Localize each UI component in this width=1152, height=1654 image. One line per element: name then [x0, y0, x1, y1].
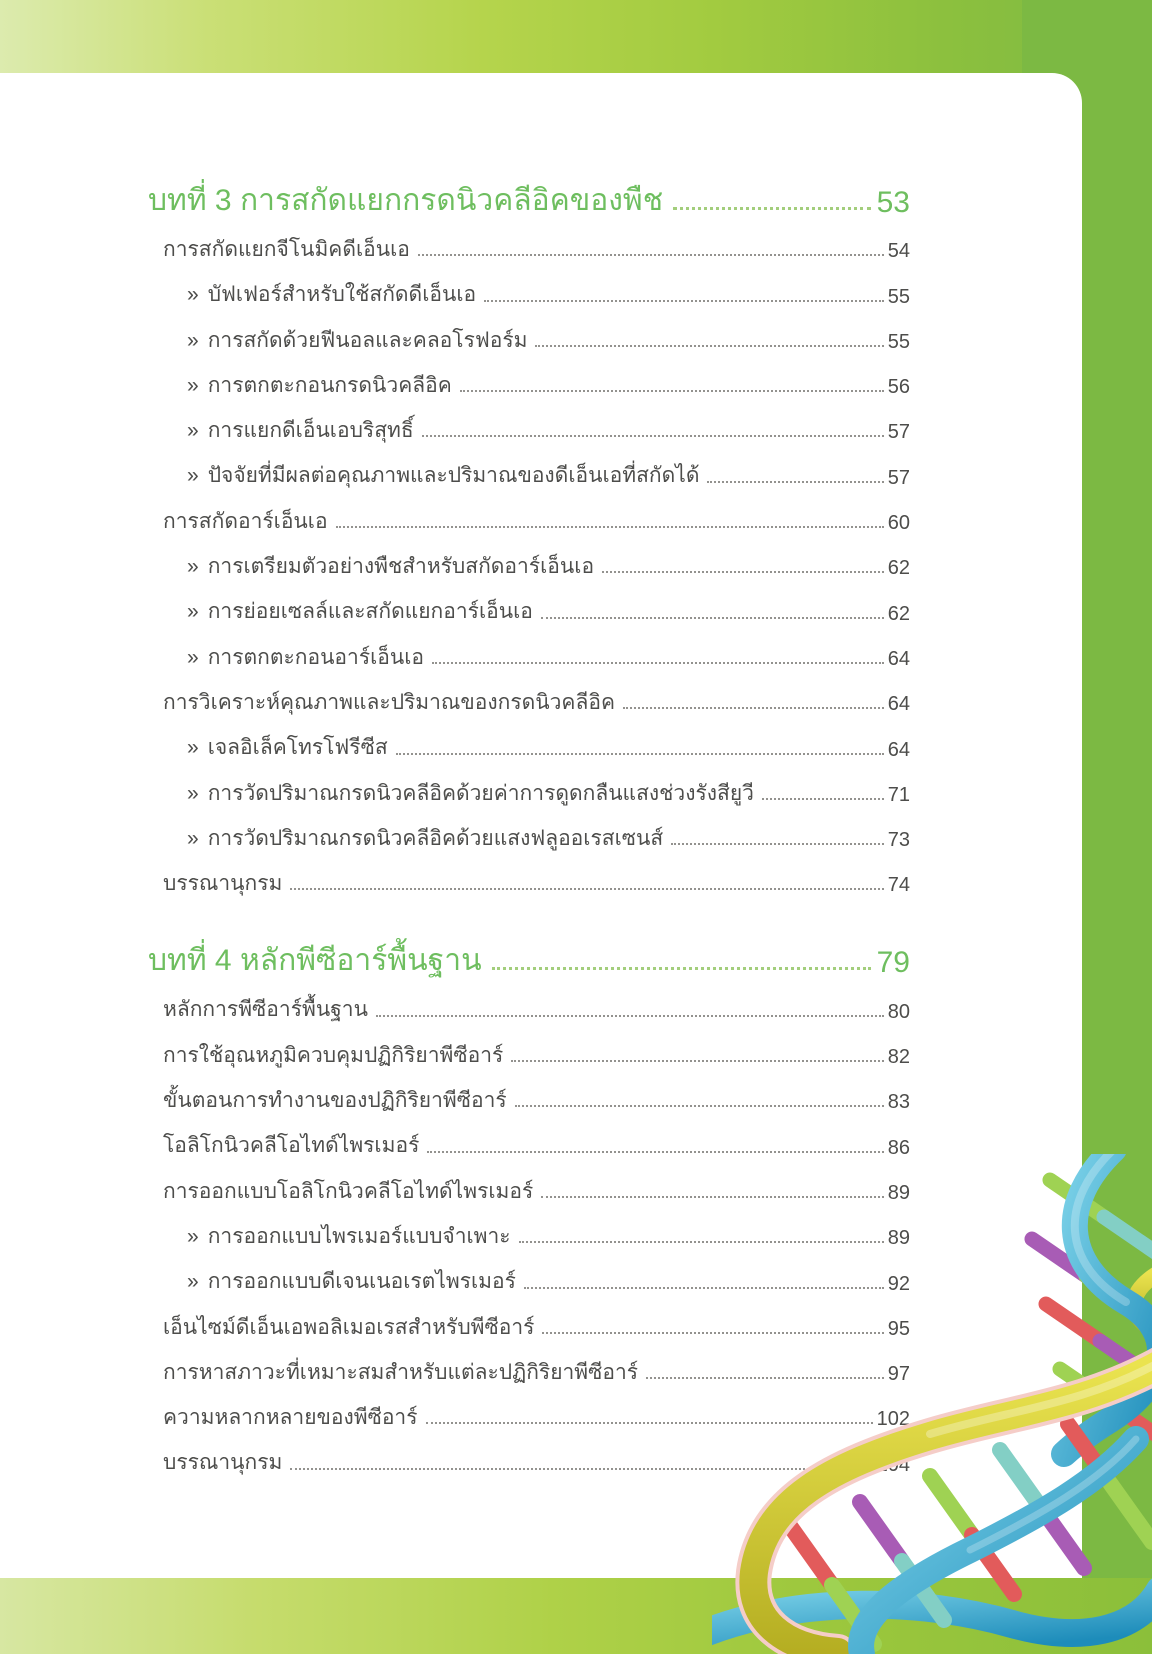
dotted-leader — [671, 843, 884, 845]
toc-entry — [148, 1029, 910, 1074]
toc-entry-page-number: 83 — [887, 1091, 910, 1114]
toc-entry — [148, 857, 910, 902]
dotted-leader — [511, 1060, 883, 1062]
dotted-leader — [396, 753, 884, 755]
dotted-leader — [432, 662, 884, 664]
dotted-leader — [290, 888, 883, 890]
toc-entry-page-number: 64 — [887, 738, 910, 761]
dna-double-helix-illustration — [712, 1154, 1152, 1654]
chapter-heading — [148, 177, 910, 223]
toc-entry-label: การสกัดด้วยฟีนอลและคลอโรฟอร์ม — [207, 328, 528, 352]
toc-entry — [148, 585, 910, 630]
toc-entry — [148, 1074, 910, 1119]
sub-entry-bullet: » — [187, 826, 199, 850]
toc-entry-page-number: 80 — [887, 1000, 910, 1023]
dotted-leader — [492, 967, 871, 970]
toc-entry-page-number: 64 — [887, 693, 910, 716]
toc-entry — [148, 495, 910, 540]
toc-entry-page-number: 92 — [887, 1272, 910, 1295]
toc-entry-page-number: 71 — [887, 783, 910, 806]
toc-entry-label: เจลอิเล็คโทรโฟรีซีส — [207, 736, 388, 760]
toc-entry-label: เอ็นไซม์ดีเอ็นเอพอลิเมอเรสสำหรับพีซีอาร์ — [163, 1315, 535, 1339]
toc-entry-page-number: 89 — [887, 1181, 910, 1204]
toc-entry — [148, 314, 910, 359]
sub-entry-bullet: » — [187, 283, 199, 307]
toc-entry — [148, 983, 910, 1028]
dotted-leader — [515, 1105, 884, 1107]
toc-entry-label: การตกตะกอนอาร์เอ็นเอ — [207, 645, 425, 669]
toc-entry-label: การแยกดีเอ็นเอบริสุทธิ์ — [207, 419, 414, 443]
sub-entry-bullet: » — [187, 645, 199, 669]
toc-entry-page-number: 102 — [876, 1408, 910, 1431]
sub-entry-bullet: » — [187, 555, 199, 579]
dotted-leader — [422, 435, 884, 437]
toc-entry — [148, 449, 910, 494]
toc-entry-label: การตกตะกอนกรดนิวคลีอิค — [207, 373, 452, 397]
chapter-title: บทที่ 3 การสกัดแยกกรดนิวคลีอิคของพืช — [148, 184, 664, 217]
toc-entry-label: การสกัดอาร์เอ็นเอ — [163, 509, 328, 533]
toc-entry-label: การออกแบบไพรเมอร์แบบจำเพาะ — [207, 1224, 511, 1248]
toc-entry-label: การหาสภาวะที่เหมาะสมสำหรับแต่ละปฏิกิริยาพีซีอาร์ — [163, 1360, 639, 1384]
dotted-leader — [336, 526, 884, 528]
toc-entry-label: ขั้นตอนการทำงานของปฏิกิริยาพีซีอาร์ — [163, 1089, 507, 1113]
toc-entry-page-number: 57 — [887, 466, 910, 489]
toc-entry — [148, 359, 910, 404]
toc-entry-page-number: 82 — [887, 1046, 910, 1069]
dotted-leader — [602, 571, 884, 573]
lower-helix — [712, 1362, 1152, 1654]
toc-entry-page-number: 89 — [887, 1227, 910, 1250]
toc-entry — [148, 404, 910, 449]
dotted-leader — [535, 345, 883, 347]
toc-entry-page-number: 60 — [887, 512, 910, 535]
dotted-leader — [707, 481, 883, 483]
dotted-leader — [427, 1151, 883, 1153]
toc-entry-page-number: 104 — [876, 1453, 910, 1476]
toc-entry-label: บรรณานุกรม — [163, 872, 283, 896]
dotted-leader — [460, 390, 884, 392]
toc-entry-label: การวัดปริมาณกรดนิวคลีอิคด้วยค่าการดูดกลืนแสงช่วงรังสียูวี — [207, 781, 754, 805]
chapter-page-number: 53 — [876, 186, 910, 219]
chapter-page-number: 79 — [876, 946, 910, 980]
toc-entry-page-number: 57 — [887, 421, 910, 444]
toc-entry-label: ความหลากหลายของพีซีอาร์ — [163, 1406, 418, 1430]
toc-entry — [148, 540, 910, 585]
chapter-heading — [148, 937, 910, 983]
toc-entry — [148, 767, 910, 812]
sub-entry-bullet: » — [187, 464, 199, 488]
toc-entry-page-number: 62 — [887, 602, 910, 625]
toc-entry-label: การเตรียมตัวอย่างพืชสำหรับสกัดอาร์เอ็นเอ — [207, 555, 595, 579]
toc-entry-page-number: 55 — [887, 285, 910, 308]
dotted-leader — [623, 707, 884, 709]
toc-entry — [148, 812, 910, 857]
dotted-leader — [484, 300, 884, 302]
sub-entry-bullet: » — [187, 373, 199, 397]
toc-entry-page-number: 95 — [887, 1317, 910, 1340]
dotted-leader — [541, 617, 884, 619]
sub-entry-bullet: » — [187, 600, 199, 624]
toc-entry-page-number: 54 — [887, 240, 910, 263]
toc-entry-label: การออกแบบโอลิโกนิวคลีโอไทด์ไพรเมอร์ — [163, 1179, 534, 1203]
top-green-band — [0, 0, 1152, 73]
sub-entry-bullet: » — [187, 419, 199, 443]
toc-entry-page-number: 64 — [887, 647, 910, 670]
toc-entry-page-number: 73 — [887, 829, 910, 852]
toc-entry-label: บัฟเฟอร์สำหรับใช้สกัดดีเอ็นเอ — [207, 283, 477, 307]
toc-entry-label: โอลิโกนิวคลีโอไทด์ไพรเมอร์ — [163, 1134, 420, 1158]
chapter-title: บทที่ 4 หลักพีซีอาร์พื้นฐาน — [148, 944, 482, 978]
dotted-leader — [418, 254, 884, 256]
toc-entry-label: การสกัดแยกจีโนมิคดีเอ็นเอ — [163, 238, 410, 261]
sub-entry-bullet: » — [187, 781, 199, 805]
toc-entry — [148, 721, 910, 766]
sub-entry-bullet: » — [187, 1270, 199, 1294]
toc-entry — [148, 268, 910, 313]
toc-entry-label: การใช้อุณหภูมิควบคุมปฏิกิริยาพีซีอาร์ — [163, 1043, 504, 1067]
toc-entry-label: บรรณานุกรม — [163, 1451, 283, 1475]
toc-entry-label: การย่อยเซลล์และสกัดแยกอาร์เอ็นเอ — [207, 600, 533, 624]
chapter-block — [148, 177, 910, 902]
toc-entry-page-number: 97 — [887, 1363, 910, 1386]
toc-entry-page-number: 62 — [887, 557, 910, 580]
toc-entry-page-number: 86 — [887, 1136, 910, 1159]
toc-entry-label: หลักการพีซีอาร์พื้นฐาน — [163, 998, 368, 1022]
toc-entry — [148, 631, 910, 676]
toc-entry-label: การวัดปริมาณกรดนิวคลีอิคด้วยแสงฟลูออเรสเซนส์ — [207, 826, 664, 850]
sub-entry-bullet: » — [187, 736, 199, 760]
toc-entry-page-number: 56 — [887, 376, 910, 399]
dotted-leader — [762, 798, 884, 800]
toc-entry — [148, 223, 910, 268]
sub-entry-bullet: » — [187, 1224, 199, 1248]
toc-entry-label: ปัจจัยที่มีผลต่อคุณภาพและปริมาณของดีเอ็นเอที่สกัดได้ — [207, 464, 700, 488]
toc-entry-label: การวิเคราะห์คุณภาพและปริมาณของกรดนิวคลีอิค — [163, 690, 615, 714]
sub-entry-bullet: » — [187, 328, 199, 352]
toc-entry — [148, 676, 910, 721]
dotted-leader — [376, 1015, 884, 1017]
toc-entry-label: การออกแบบดีเจนเนอเรตไพรเมอร์ — [207, 1270, 516, 1294]
toc-entry-page-number: 74 — [887, 874, 910, 897]
dotted-leader — [673, 207, 871, 210]
toc-entry-page-number: 55 — [887, 330, 910, 353]
